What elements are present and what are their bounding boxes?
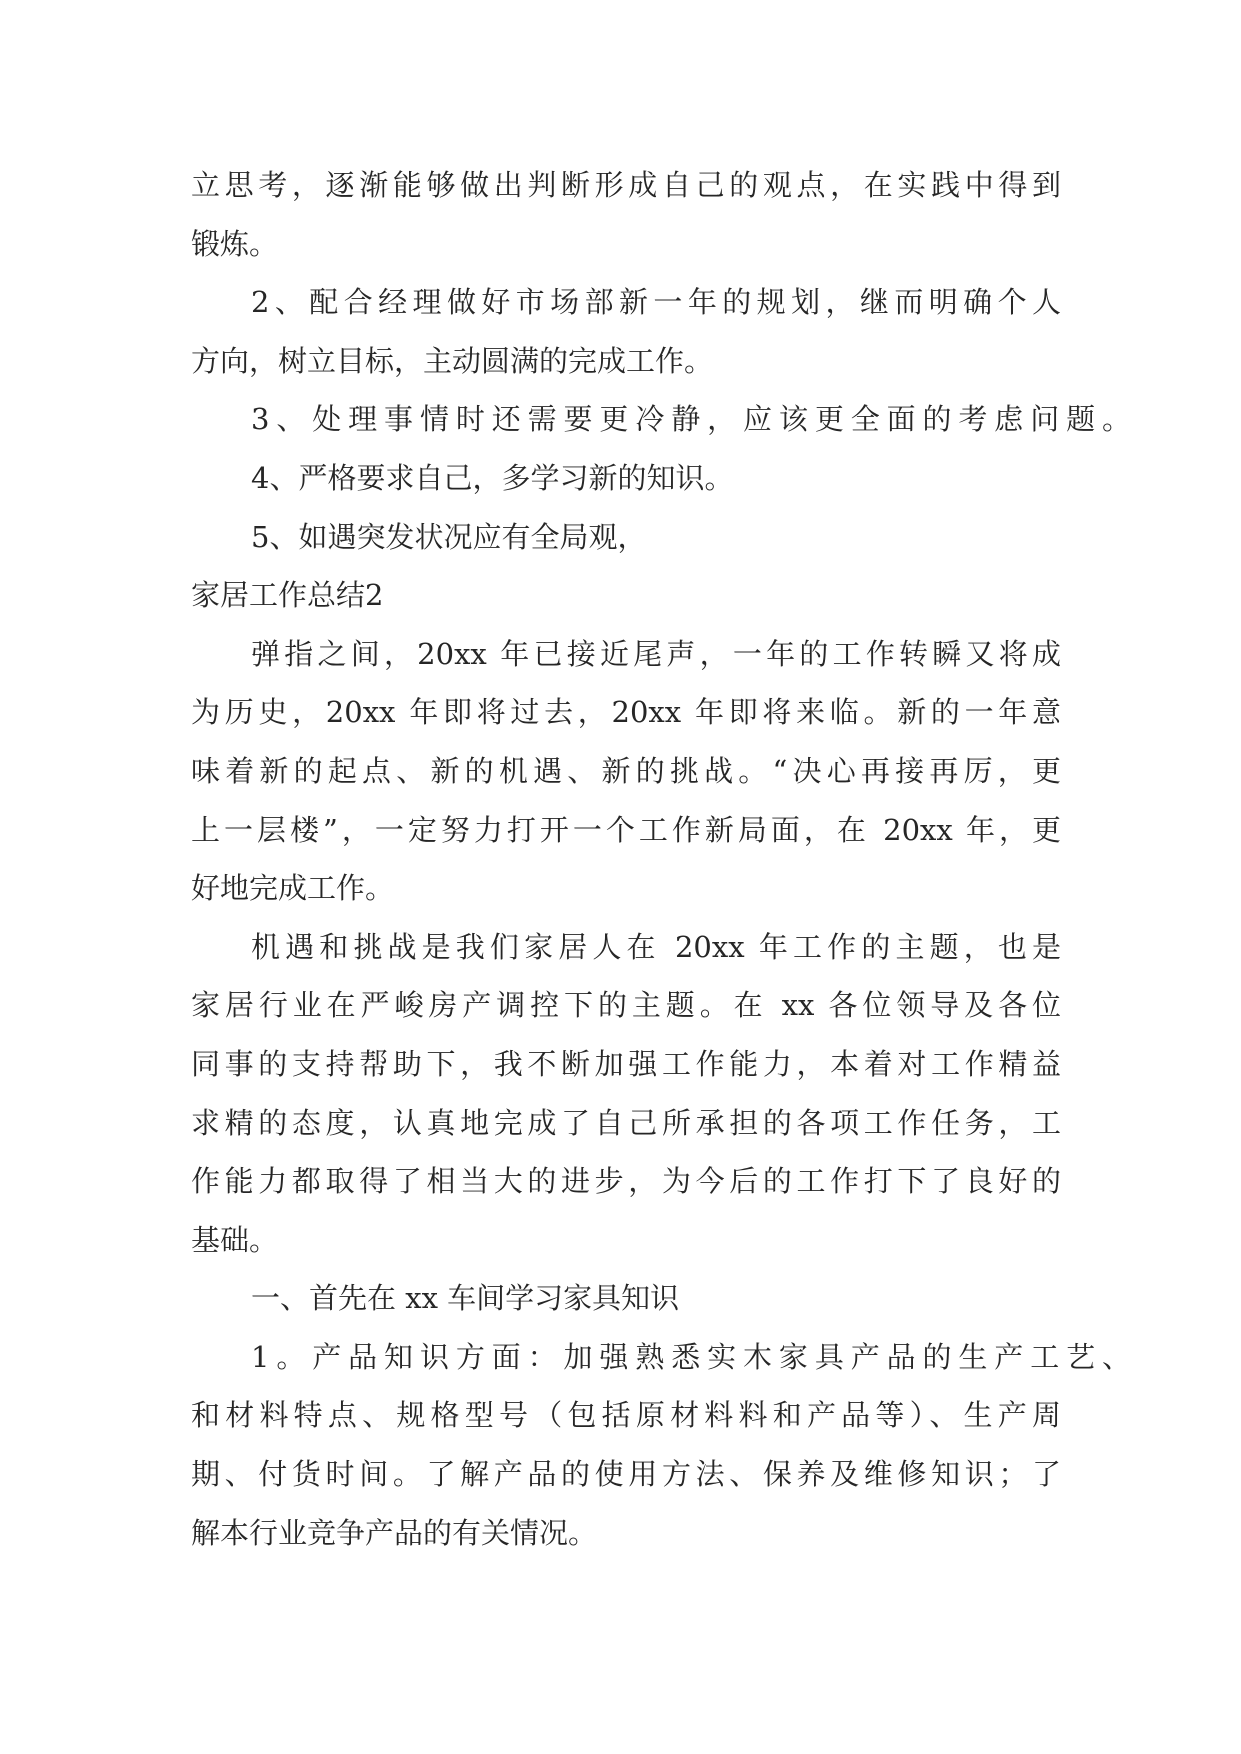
paragraph-line: 好地完成工作。 — [191, 871, 395, 906]
paragraph-line: 基础。 — [191, 1222, 279, 1257]
document-body — [191, 156, 1131, 1562]
section-heading: 家居工作总结2 — [191, 578, 384, 613]
paragraph-line: 锻炼。 — [191, 226, 279, 261]
paragraph-line: 为历史，20xx 年即将过去，20xx 年即将来临。新的一年意 — [191, 695, 1061, 730]
paragraph-line: 作能力都取得了相当大的进步，为今后的工作打下了良好的 — [191, 1164, 1061, 1199]
paragraph-line: 弹指之间，20xx 年已接近尾声，一年的工作转瞬又将成 — [251, 636, 1061, 671]
list-item-line: 方向，树立目标，主动圆满的完成工作。 — [191, 343, 714, 378]
list-item-line: 和材料特点、规格型号（包括原材料料和产品等）、生产周 — [191, 1398, 1061, 1433]
paragraph-line: 立思考，逐渐能够做出判断形成自己的观点，在实践中得到 — [191, 168, 1061, 202]
list-item-line: 4、严格要求自己，多学习新的知识。 — [251, 460, 734, 495]
list-item-line: 期、付货时间。了解产品的使用方法、保养及维修知识；了 — [191, 1457, 1061, 1492]
list-item-line: 5、如遇突发状况应有全局观， — [251, 519, 647, 554]
paragraph-line: 机遇和挑战是我们家居人在 20xx 年工作的主题，也是 — [251, 929, 1061, 964]
paragraph-line: 味着新的起点、新的机遇、新的挑战。“决心再接再厉，更 — [191, 753, 1061, 788]
paragraph-line: 求精的态度，认真地完成了自己所承担的各项工作任务，工 — [191, 1105, 1061, 1140]
subsection-heading: 一、首先在 xx 车间学习家具知识 — [251, 1281, 680, 1316]
list-item-line: 1。产品知识方面：加强熟悉实木家具产品的生产工艺、 — [251, 1339, 1131, 1374]
paragraph-line: 家居行业在严峻房产调控下的主题。在 xx 各位领导及各位 — [191, 988, 1061, 1023]
paragraph-line: 同事的支持帮助下，我不断加强工作能力，本着对工作精益 — [191, 1046, 1061, 1081]
paragraph-line: 上一层楼”，一定努力打开一个工作新局面，在 20xx 年，更 — [191, 812, 1061, 847]
list-item-line: 解本行业竞争产品的有关情况。 — [191, 1515, 598, 1550]
list-item-line: 3、处理事情时还需要更冷静，应该更全面的考虑问题。 — [251, 402, 1131, 437]
list-item-line: 2、配合经理做好市场部新一年的规划，继而明确个人 — [251, 285, 1061, 320]
